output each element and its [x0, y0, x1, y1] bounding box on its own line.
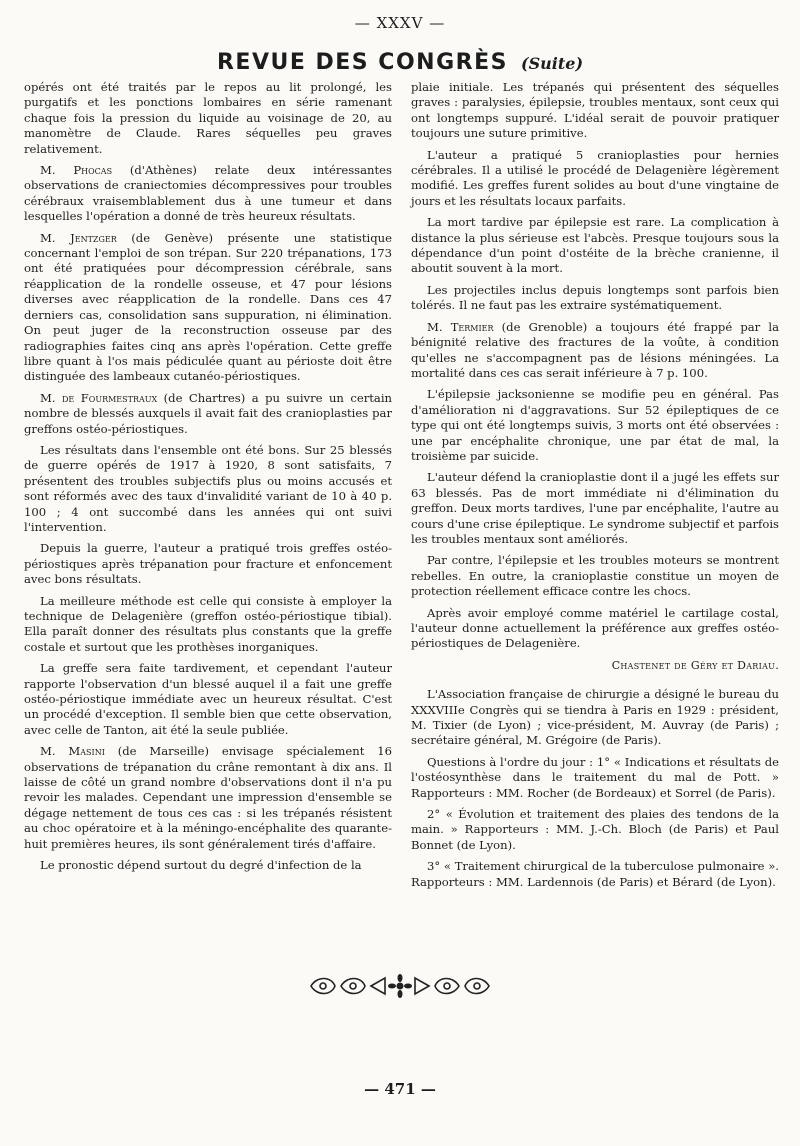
paragraph: plaie initiale. Les trépanés qui présentent des séquelles graves : paralysies, épilepsie, troubles mentaux, sont ceux qui ont longtemps suppuré. L'idéal serait de pouvoir pratiquer toujours une suture primitive. — [411, 80, 779, 141]
paragraph: La meilleure méthode est celle qui consiste à employer la technique de Delagenière (greffon ostéo-périostique tibial). Ella paraît donner des résultats plus constants que la greffe costale et surtout que les prothèses inorganiques. — [24, 593, 392, 654]
author-name: M. Phocas — [40, 163, 113, 178]
paragraph: opérés ont été traités par le repos au lit prolongé, les purgatifs et les ponctions lombaires en série ramenant chaque fois la pression du liquide au voisinage de 20, au manomètre de Claude. Rares séquelles peu graves relativement. — [24, 80, 392, 156]
paragraph: L'Association française de chirurgie a désigné le bureau du XXXVIIIe Congrès qui se tiendra à Paris en 1929 : président, M. Tixier (de Lyon) ; vice-président, M. Auvray (de Paris) ; secrétaire général, M. Grégoire (de Paris). — [411, 687, 779, 748]
paragraph: Le pronostic dépend surtout du degré d'infection de la — [40, 858, 362, 873]
paragraph: Par contre, l'épilepsie et les troubles moteurs se montrent rebelles. En outre, la cranioplastie constitue un moyen de protection réellement efficace contre les chocs. — [411, 553, 779, 599]
author-name: M. Termier — [427, 319, 494, 334]
page-title: REVUE DES CONGRÈS — [216, 50, 508, 75]
paragraph: La greffe sera faite tardivement, et cependant l'auteur rapporte l'observation d'un blessé auquel il a fait une greffe ostéo-périostique immédiate avec un heureux résultat. C'est un procédé d'exception. Il semble bien que cette observation, avec celle de Tanton, ait été la seule publiée. — [24, 661, 392, 737]
paragraph: La mort tardive par épilepsie est rare. La complication à distance la plus sérieuse est l'abcès. Presque toujours sous la dépendance d'un point d'ostéite de la brèche cranienne, il aboutit souvent à la mort. — [411, 215, 779, 276]
paragraph-text: (d'Athènes) relate deux intéressantes observations de craniectomies décompressives pour troubles cérébraux vraisemblablement dus à une tumeur et dans lesquelles l'opération a donné de très heureux résultats. — [24, 163, 392, 224]
paragraph-text: (de Genève) présente une statistique concernant l'emploi de son trépan. Sur 220 trépanations, 173 ont été pratiquées pour décompression cérébrale, sans réapplication de la rondelle osseuse, et 47 pour lésions diverses avec réapplication de la rondelle. Dans ces 47 derniers cas, consolidation sans suppuration, ni élimination. On peut juger de la reconstruction osseuse par des radiographies faites cinq ans après l'opération. Cette greffe libre quant à l'os mais pédiculée quant au périoste doit être distinguée des lambeaux cutanéo-périostiques. — [24, 230, 392, 384]
paragraph: L'auteur a pratiqué 5 cranioplasties pour hernies cérébrales. Il a utilisé le procédé de Delagenière légèrement modifié. Les greffes furent solides au bout d'une vingtaine de jours et les résultats locaux parfaits. — [411, 147, 779, 208]
paragraph — [24, 391, 392, 437]
left-column — [24, 80, 392, 880]
right-column — [411, 80, 779, 896]
page-header — [0, 50, 800, 75]
paragraph: 3° « Traitement chirurgical de la tuberculose pulmonaire ». Rapporteurs : MM. Lardennois (de Paris) et Bérard (de Lyon). — [411, 859, 779, 889]
paragraph: L'auteur défend la cranioplastie dont il a jugé les effets sur 63 blessés. Pas de mort immédiate ni d'élimination du greffon. Deux morts tardives, l'une par encéphalite, l'autre au cours d'une crise épileptique. Le syndrome subjectif et parfois les troubles mentaux sont améliorés. — [411, 470, 779, 546]
ornament-svg — [305, 972, 495, 1000]
paragraph — [411, 320, 779, 382]
roman-page-number: — XXXV — — [354, 14, 446, 32]
paragraph: Les résultats dans l'ensemble ont été bons. Sur 25 blessés de guerre opérés de 1917 à 1920, 8 sont satisfaits, 7 présentent des troubles subjectifs plus ou moins accusés et sont réformés avec des taux d'invalidité variant de 10 à 40 p. 100 ; 4 ont succombé dans les années qui ont suivi l'intervention. — [24, 442, 392, 534]
paragraph-text: (de Chartres) a pu suivre un certain nombre de blessés auxquels il avait fait des cranioplasties par greffons ostéo-périostiques. — [24, 390, 392, 436]
paragraph — [24, 744, 392, 852]
author-name: M. Jentzger — [40, 230, 117, 245]
paragraph: Questions à l'ordre du jour : 1° « Indications et résultats de l'ostéosynthèse dans le traitement du mal de Pott. » Rapporteurs : MM. Rocher (de Bordeaux) et Sorrel (de Paris). — [411, 754, 779, 800]
paragraph-text: (de Marseille) envisage spécialement 16 observations de trépanation du crâne remontant à dix ans. Il laisse de côté un grand nombre d'observations dont il n'a pu revoir les malades. Cependant une impression d'ensemble se dégage nettement de tous ces cas : si les trépanés résistent au choc opératoire et à la méningo-encéphalite des quarante-huit premières heures, ils sont généralement tirés d'affaire. — [24, 744, 392, 851]
page-number: — 471 — — [364, 1080, 436, 1098]
paragraph: 2° « Évolution et traitement des plaies des tendons de la main. » Rapporteurs : MM. J.-Ch. Bloch (de Paris) et Paul Bonnet (de Lyon). — [411, 807, 779, 852]
author-name: M. de Fourmestraux — [40, 390, 158, 405]
paragraph: Les projectiles inclus depuis longtemps sont parfois bien tolérés. Il ne faut pas les extraire systématiquement. — [411, 282, 779, 313]
paragraph: L'épilepsie jacksonienne se modifie peu en général. Pas d'amélioration ni d'aggravations. Sur 52 épileptiques de ce type qui ont été longtemps suivis, 3 morts ont été observées : une par encéphalite chronique, une par état de mal, la troisième par suicide. — [411, 387, 779, 463]
page-title-suite: (Suite) — [521, 54, 584, 73]
paragraph — [24, 231, 392, 385]
paragraph: Après avoir employé comme matériel le cartilage costal, l'auteur donne actuellement la préférence aux greffes ostéo-périostiques de Delagenière. — [411, 605, 779, 651]
floral-ornament-icon — [0, 972, 800, 1000]
paragraph — [24, 163, 392, 225]
paragraph-text: (de Grenoble) a toujours été frappé par la bénignité relative des fractures de la voûte, à condition qu'elles ne s'accompagnent pas de lésions méningées. La mortalité dans ces cas serait inférieure à 7 p. 100. — [411, 319, 779, 380]
signature: Chastenet de Géry et Dariau. — [611, 658, 779, 672]
paragraph: Depuis la guerre, l'auteur a pratiqué trois greffes ostéo-périostiques après trépanation pour fracture et enfoncement avec bons résultats. — [24, 541, 392, 587]
author-name: M. Masini — [40, 744, 105, 759]
